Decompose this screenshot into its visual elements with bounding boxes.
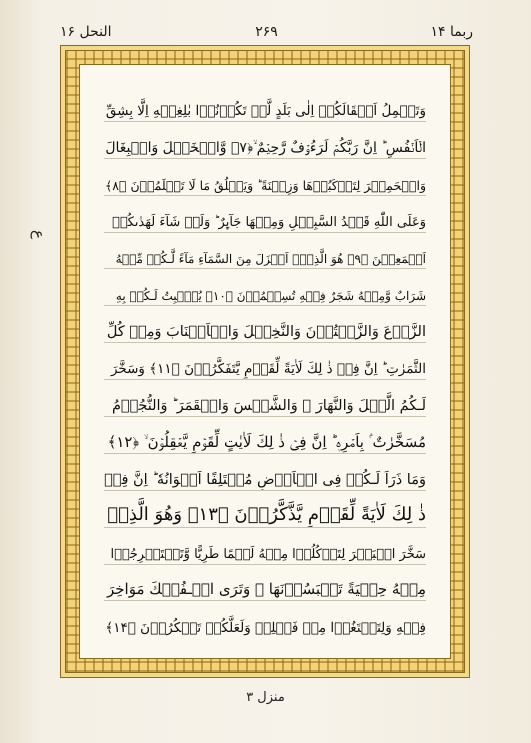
verse-text [104,85,426,642]
text-line: ذٰ لِكَ لَاٰيَةً لِّقَوۡمٍ يَّذَّكَّرُوۡنَ‏ ﴿۱۳﴾ وَهُوَ الَّذِىۡ [104,491,426,528]
manzil-footer: منزل ۳ [246,690,285,705]
text-panel [79,64,451,659]
surah-label: النحل ۱۶ [60,24,112,40]
text-line: وَعَلَى اللّٰهِ قَصۡدُ السَّبِيۡلِ وَمِنۡهَا جَآٮِٕرٌ ؕ وَلَوۡ شَآءَ لَهَدٰٮكُمۡ [104,196,426,233]
text-line: فِيۡهِ وَلِتَبۡتَغُوۡا مِنۡ فَضۡلِهٖ وَلَعَلَّكُمۡ تَشۡكُرُوۡنَ‏ ﴿۱۴﴾ [105,620,426,637]
page-header [60,24,473,44]
decorative-border [60,45,470,678]
ruku-marker: ع [30,230,48,239]
text-line: الۡاَنۡفُسِ ؕ اِنَّ رَبَّكُمۡ لَرَءُوۡفٌ رَّحِيۡمٌ ۙ‏﴿۷﴾ وَّالۡخَيۡلَ وَالۡبِغَالَ [104,122,426,159]
juz-label: ربما ۱۴ [430,24,473,40]
text-line: لَـكُمُ الَّيۡلَ وَالنَّهَارَ ۙ وَالشَّمۡسَ وَالۡقَمَرَ ؕ وَالنُّجُوۡمُ [104,380,426,417]
text-line: سَخَّرَ الۡبَحۡرَ لِتَاۡكُلُوۡا مِنۡهُ لَحۡمًا طَرِيًّا وَّتَسۡتَخۡرِجُوۡا [104,528,426,565]
text-line: وَتَحۡمِلُ اَثۡقَالَكُمۡ اِلٰی بَلَدٍ لَّمۡ تَكُوۡنُوۡا بٰلِغِيۡهِ اِلَّا بِشِقِّ [104,85,426,122]
page-number: ۲۶۹ [255,24,278,40]
text-line: مُسَخَّرٰتٌ ۢ بِاَمۡرِهٖ ؕ اِنَّ فِىۡ ذٰ لِكَ لَاٰيٰتٍ لِّقَوۡمٍ يَّعۡقِلُوۡنَ ۙ‏ ﴿۱۲﴾ [104,417,426,454]
text-line: شَرَابٌ وَّمِنۡهُ شَجَرٌ فِيۡهِ تُسِيۡمُوۡنَ‏ ﴿۱۰﴾ يُنۡۢبِتُ لَـكُمۡ بِهِ [104,269,426,306]
text-line: مِنۡهُ حِلۡيَةً تَلۡبَسُوۡنَهَا ۚ وَتَرَى الۡـفُلۡكَ مَوَاخِرَ [104,565,426,602]
text-line: اَجۡمَعِيۡنَ ‏﴿۹﴾ هُوَ الَّذِىۡۤ اَنۡزَلَ مِنَ السَّمَآءِ مَآءً لَّـكُمۡ مِّنۡهُ [104,233,426,270]
text-line: الثَّمَرٰتِ ؕ اِنَّ فِىۡ ذٰ لِكَ لَاٰيَةً لِّقَوۡمٍ يَّتَفَكَّرُوۡنَ‏ ﴿۱۱﴾ وَسَخَّرَ [104,343,426,380]
text-line: وَمَا ذَرَاَ لَـكُمۡ فِى الۡاَرۡضِ مُخۡتَلِفًا اَلۡوَانُهٗ ؕ اِنَّ فِىۡ [104,454,426,491]
text-line: وَالۡحَمِيۡرَ لِتَرۡكَبُوۡهَا وَزِيۡنَةً ؕ وَيَخۡلُقُ مَا لَا تَعۡلَمُوۡنَ ‏﴿۸﴾ [104,159,426,196]
text-line: الزَّرۡعَ وَالزَّيۡتُوۡنَ وَالنَّخِيۡلَ وَالۡاَعۡنَابَ وَمِنۡ كُلِّ [104,306,426,343]
